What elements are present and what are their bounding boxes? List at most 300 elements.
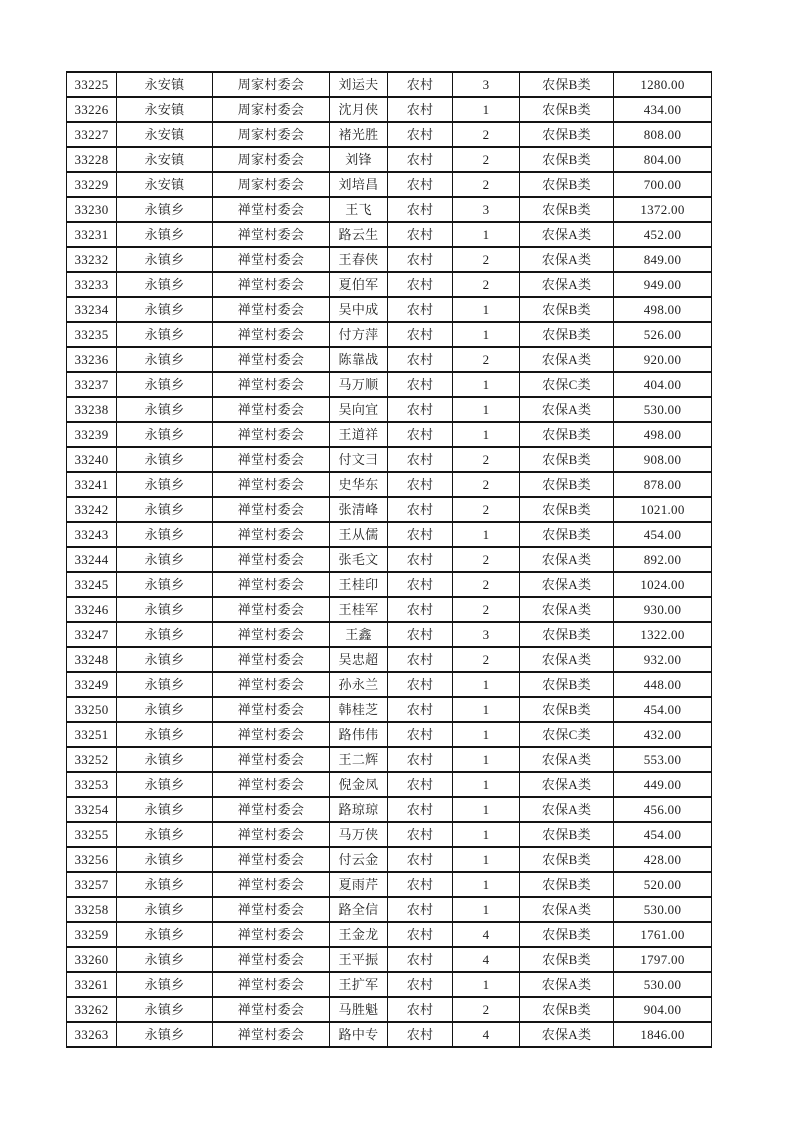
cell-village-committee: 禅堂村委会 bbox=[213, 922, 330, 947]
table-row bbox=[67, 372, 712, 397]
cell-village-committee: 禅堂村委会 bbox=[213, 322, 330, 347]
cell-insurance-class: 农保A类 bbox=[520, 222, 614, 247]
cell-insurance-class: 农保A类 bbox=[520, 572, 614, 597]
cell-village-committee: 禅堂村委会 bbox=[213, 772, 330, 797]
cell-amount: 530.00 bbox=[614, 972, 712, 997]
subsidy-records-table bbox=[66, 71, 712, 1048]
cell-person-name: 吴向宜 bbox=[330, 397, 388, 422]
cell-amount: 920.00 bbox=[614, 347, 712, 372]
cell-amount: 454.00 bbox=[614, 697, 712, 722]
cell-record-no: 33236 bbox=[67, 347, 117, 372]
cell-person-count: 4 bbox=[453, 922, 520, 947]
cell-insurance-class: 农保A类 bbox=[520, 397, 614, 422]
cell-household-type: 农村 bbox=[388, 747, 453, 772]
cell-record-no: 33258 bbox=[67, 897, 117, 922]
cell-person-count: 2 bbox=[453, 247, 520, 272]
cell-person-name: 刘培昌 bbox=[330, 172, 388, 197]
cell-village-committee: 禅堂村委会 bbox=[213, 597, 330, 622]
cell-township: 永镇乡 bbox=[117, 547, 213, 572]
table-body bbox=[67, 72, 712, 1047]
cell-person-count: 2 bbox=[453, 147, 520, 172]
cell-village-committee: 禅堂村委会 bbox=[213, 522, 330, 547]
cell-village-committee: 禅堂村委会 bbox=[213, 247, 330, 272]
cell-record-no: 33227 bbox=[67, 122, 117, 147]
cell-record-no: 33240 bbox=[67, 447, 117, 472]
cell-amount: 892.00 bbox=[614, 547, 712, 572]
cell-household-type: 农村 bbox=[388, 247, 453, 272]
cell-insurance-class: 农保B类 bbox=[520, 622, 614, 647]
cell-record-no: 33250 bbox=[67, 697, 117, 722]
cell-person-name: 孙永兰 bbox=[330, 672, 388, 697]
cell-township: 永镇乡 bbox=[117, 1022, 213, 1047]
cell-record-no: 33234 bbox=[67, 297, 117, 322]
cell-township: 永镇乡 bbox=[117, 822, 213, 847]
cell-insurance-class: 农保B类 bbox=[520, 122, 614, 147]
cell-person-count: 3 bbox=[453, 197, 520, 222]
cell-record-no: 33228 bbox=[67, 147, 117, 172]
cell-insurance-class: 农保B类 bbox=[520, 422, 614, 447]
cell-township: 永安镇 bbox=[117, 97, 213, 122]
table-row bbox=[67, 622, 712, 647]
cell-township: 永镇乡 bbox=[117, 922, 213, 947]
cell-household-type: 农村 bbox=[388, 997, 453, 1022]
cell-household-type: 农村 bbox=[388, 597, 453, 622]
cell-township: 永安镇 bbox=[117, 122, 213, 147]
cell-record-no: 33248 bbox=[67, 647, 117, 672]
cell-household-type: 农村 bbox=[388, 922, 453, 947]
cell-household-type: 农村 bbox=[388, 972, 453, 997]
table-row bbox=[67, 147, 712, 172]
cell-household-type: 农村 bbox=[388, 397, 453, 422]
cell-village-committee: 禅堂村委会 bbox=[213, 1022, 330, 1047]
cell-record-no: 33249 bbox=[67, 672, 117, 697]
cell-person-name: 刘运夫 bbox=[330, 72, 388, 97]
cell-household-type: 农村 bbox=[388, 97, 453, 122]
cell-household-type: 农村 bbox=[388, 297, 453, 322]
cell-person-name: 王桂军 bbox=[330, 597, 388, 622]
cell-township: 永镇乡 bbox=[117, 422, 213, 447]
cell-amount: 949.00 bbox=[614, 272, 712, 297]
cell-person-count: 2 bbox=[453, 572, 520, 597]
cell-person-count: 2 bbox=[453, 347, 520, 372]
cell-insurance-class: 农保A类 bbox=[520, 797, 614, 822]
cell-household-type: 农村 bbox=[388, 1022, 453, 1047]
cell-household-type: 农村 bbox=[388, 447, 453, 472]
cell-township: 永镇乡 bbox=[117, 697, 213, 722]
cell-household-type: 农村 bbox=[388, 222, 453, 247]
cell-record-no: 33230 bbox=[67, 197, 117, 222]
cell-township: 永镇乡 bbox=[117, 247, 213, 272]
cell-person-count: 2 bbox=[453, 997, 520, 1022]
cell-amount: 454.00 bbox=[614, 822, 712, 847]
cell-household-type: 农村 bbox=[388, 872, 453, 897]
cell-person-name: 马万顺 bbox=[330, 372, 388, 397]
cell-insurance-class: 农保B类 bbox=[520, 847, 614, 872]
table-row bbox=[67, 897, 712, 922]
cell-village-committee: 禅堂村委会 bbox=[213, 372, 330, 397]
cell-record-no: 33246 bbox=[67, 597, 117, 622]
cell-household-type: 农村 bbox=[388, 947, 453, 972]
cell-amount: 849.00 bbox=[614, 247, 712, 272]
cell-household-type: 农村 bbox=[388, 172, 453, 197]
cell-household-type: 农村 bbox=[388, 372, 453, 397]
cell-household-type: 农村 bbox=[388, 647, 453, 672]
cell-village-committee: 禅堂村委会 bbox=[213, 297, 330, 322]
cell-insurance-class: 农保B类 bbox=[520, 472, 614, 497]
table-row bbox=[67, 447, 712, 472]
cell-amount: 452.00 bbox=[614, 222, 712, 247]
cell-household-type: 农村 bbox=[388, 497, 453, 522]
cell-record-no: 33238 bbox=[67, 397, 117, 422]
cell-amount: 526.00 bbox=[614, 322, 712, 347]
cell-amount: 932.00 bbox=[614, 647, 712, 672]
cell-village-committee: 禅堂村委会 bbox=[213, 497, 330, 522]
cell-record-no: 33226 bbox=[67, 97, 117, 122]
cell-record-no: 33237 bbox=[67, 372, 117, 397]
cell-person-count: 1 bbox=[453, 772, 520, 797]
cell-insurance-class: 农保B类 bbox=[520, 322, 614, 347]
cell-household-type: 农村 bbox=[388, 622, 453, 647]
table-row bbox=[67, 472, 712, 497]
cell-insurance-class: 农保B类 bbox=[520, 197, 614, 222]
cell-amount: 808.00 bbox=[614, 122, 712, 147]
cell-person-count: 1 bbox=[453, 297, 520, 322]
cell-amount: 1372.00 bbox=[614, 197, 712, 222]
cell-township: 永镇乡 bbox=[117, 897, 213, 922]
cell-village-committee: 禅堂村委会 bbox=[213, 572, 330, 597]
cell-village-committee: 禅堂村委会 bbox=[213, 347, 330, 372]
table-row bbox=[67, 822, 712, 847]
cell-person-count: 4 bbox=[453, 1022, 520, 1047]
cell-person-count: 3 bbox=[453, 622, 520, 647]
cell-person-count: 1 bbox=[453, 822, 520, 847]
cell-amount: 1322.00 bbox=[614, 622, 712, 647]
cell-amount: 804.00 bbox=[614, 147, 712, 172]
cell-person-count: 1 bbox=[453, 697, 520, 722]
cell-insurance-class: 农保B类 bbox=[520, 297, 614, 322]
cell-amount: 434.00 bbox=[614, 97, 712, 122]
cell-person-count: 2 bbox=[453, 172, 520, 197]
cell-insurance-class: 农保C类 bbox=[520, 372, 614, 397]
cell-township: 永镇乡 bbox=[117, 347, 213, 372]
cell-person-name: 刘锋 bbox=[330, 147, 388, 172]
cell-insurance-class: 农保B类 bbox=[520, 72, 614, 97]
cell-insurance-class: 农保A类 bbox=[520, 647, 614, 672]
cell-record-no: 33233 bbox=[67, 272, 117, 297]
cell-record-no: 33252 bbox=[67, 747, 117, 772]
cell-household-type: 农村 bbox=[388, 897, 453, 922]
cell-insurance-class: 农保B类 bbox=[520, 672, 614, 697]
cell-township: 永镇乡 bbox=[117, 297, 213, 322]
cell-township: 永镇乡 bbox=[117, 847, 213, 872]
table-row bbox=[67, 297, 712, 322]
table-row bbox=[67, 322, 712, 347]
cell-record-no: 33257 bbox=[67, 872, 117, 897]
cell-household-type: 农村 bbox=[388, 572, 453, 597]
cell-village-committee: 周家村委会 bbox=[213, 72, 330, 97]
cell-person-count: 1 bbox=[453, 847, 520, 872]
cell-township: 永安镇 bbox=[117, 72, 213, 97]
table-row bbox=[67, 797, 712, 822]
cell-person-name: 张毛文 bbox=[330, 547, 388, 572]
cell-household-type: 农村 bbox=[388, 822, 453, 847]
cell-township: 永镇乡 bbox=[117, 397, 213, 422]
cell-household-type: 农村 bbox=[388, 722, 453, 747]
cell-person-name: 王二辉 bbox=[330, 747, 388, 772]
cell-person-name: 王鑫 bbox=[330, 622, 388, 647]
cell-household-type: 农村 bbox=[388, 122, 453, 147]
cell-insurance-class: 农保B类 bbox=[520, 697, 614, 722]
cell-insurance-class: 农保B类 bbox=[520, 97, 614, 122]
cell-village-committee: 禅堂村委会 bbox=[213, 897, 330, 922]
table-row bbox=[67, 872, 712, 897]
cell-person-name: 王春侠 bbox=[330, 247, 388, 272]
cell-person-name: 史华东 bbox=[330, 472, 388, 497]
cell-person-name: 王道祥 bbox=[330, 422, 388, 447]
cell-person-count: 1 bbox=[453, 397, 520, 422]
cell-township: 永镇乡 bbox=[117, 372, 213, 397]
cell-person-count: 1 bbox=[453, 222, 520, 247]
cell-amount: 908.00 bbox=[614, 447, 712, 472]
cell-village-committee: 禅堂村委会 bbox=[213, 822, 330, 847]
cell-insurance-class: 农保A类 bbox=[520, 972, 614, 997]
cell-village-committee: 禅堂村委会 bbox=[213, 647, 330, 672]
cell-person-name: 马胜魁 bbox=[330, 997, 388, 1022]
cell-amount: 520.00 bbox=[614, 872, 712, 897]
cell-township: 永镇乡 bbox=[117, 747, 213, 772]
cell-person-name: 付方萍 bbox=[330, 322, 388, 347]
cell-insurance-class: 农保A类 bbox=[520, 247, 614, 272]
cell-township: 永镇乡 bbox=[117, 797, 213, 822]
cell-record-no: 33251 bbox=[67, 722, 117, 747]
cell-person-name: 沈月侠 bbox=[330, 97, 388, 122]
cell-person-count: 1 bbox=[453, 672, 520, 697]
cell-village-committee: 禅堂村委会 bbox=[213, 672, 330, 697]
cell-person-name: 马万侠 bbox=[330, 822, 388, 847]
cell-village-committee: 禅堂村委会 bbox=[213, 697, 330, 722]
cell-insurance-class: 农保A类 bbox=[520, 547, 614, 572]
cell-village-committee: 禅堂村委会 bbox=[213, 747, 330, 772]
cell-household-type: 农村 bbox=[388, 147, 453, 172]
table-row bbox=[67, 397, 712, 422]
cell-person-count: 1 bbox=[453, 522, 520, 547]
table-row bbox=[67, 172, 712, 197]
table-row bbox=[67, 772, 712, 797]
cell-person-name: 路云生 bbox=[330, 222, 388, 247]
cell-insurance-class: 农保A类 bbox=[520, 272, 614, 297]
cell-amount: 1280.00 bbox=[614, 72, 712, 97]
cell-person-name: 倪金凤 bbox=[330, 772, 388, 797]
cell-person-count: 4 bbox=[453, 947, 520, 972]
cell-amount: 498.00 bbox=[614, 297, 712, 322]
cell-household-type: 农村 bbox=[388, 272, 453, 297]
cell-amount: 498.00 bbox=[614, 422, 712, 447]
cell-person-count: 2 bbox=[453, 122, 520, 147]
cell-amount: 930.00 bbox=[614, 597, 712, 622]
cell-record-no: 33255 bbox=[67, 822, 117, 847]
cell-amount: 1761.00 bbox=[614, 922, 712, 947]
cell-record-no: 33244 bbox=[67, 547, 117, 572]
cell-township: 永镇乡 bbox=[117, 772, 213, 797]
cell-person-count: 2 bbox=[453, 447, 520, 472]
cell-person-name: 吴忠超 bbox=[330, 647, 388, 672]
cell-insurance-class: 农保A类 bbox=[520, 1022, 614, 1047]
cell-record-no: 33225 bbox=[67, 72, 117, 97]
table-row bbox=[67, 672, 712, 697]
cell-township: 永镇乡 bbox=[117, 472, 213, 497]
cell-household-type: 农村 bbox=[388, 522, 453, 547]
table-row bbox=[67, 247, 712, 272]
cell-amount: 454.00 bbox=[614, 522, 712, 547]
cell-township: 永镇乡 bbox=[117, 522, 213, 547]
cell-amount: 553.00 bbox=[614, 747, 712, 772]
table-row bbox=[67, 972, 712, 997]
cell-township: 永镇乡 bbox=[117, 572, 213, 597]
cell-person-count: 1 bbox=[453, 972, 520, 997]
table-row bbox=[67, 522, 712, 547]
cell-record-no: 33259 bbox=[67, 922, 117, 947]
cell-record-no: 33242 bbox=[67, 497, 117, 522]
cell-township: 永镇乡 bbox=[117, 972, 213, 997]
cell-insurance-class: 农保B类 bbox=[520, 822, 614, 847]
cell-person-count: 2 bbox=[453, 647, 520, 672]
cell-insurance-class: 农保B类 bbox=[520, 522, 614, 547]
cell-person-name: 韩桂芝 bbox=[330, 697, 388, 722]
cell-person-count: 2 bbox=[453, 547, 520, 572]
cell-township: 永镇乡 bbox=[117, 447, 213, 472]
cell-record-no: 33256 bbox=[67, 847, 117, 872]
cell-village-committee: 禅堂村委会 bbox=[213, 997, 330, 1022]
cell-person-count: 1 bbox=[453, 97, 520, 122]
cell-person-name: 张清峰 bbox=[330, 497, 388, 522]
cell-person-name: 付文彐 bbox=[330, 447, 388, 472]
cell-insurance-class: 农保C类 bbox=[520, 722, 614, 747]
cell-village-committee: 禅堂村委会 bbox=[213, 972, 330, 997]
cell-amount: 448.00 bbox=[614, 672, 712, 697]
cell-insurance-class: 农保B类 bbox=[520, 872, 614, 897]
cell-insurance-class: 农保A类 bbox=[520, 747, 614, 772]
cell-amount: 1846.00 bbox=[614, 1022, 712, 1047]
cell-person-count: 1 bbox=[453, 797, 520, 822]
table-row bbox=[67, 747, 712, 772]
cell-household-type: 农村 bbox=[388, 697, 453, 722]
cell-amount: 1024.00 bbox=[614, 572, 712, 597]
cell-household-type: 农村 bbox=[388, 472, 453, 497]
table-row bbox=[67, 122, 712, 147]
cell-household-type: 农村 bbox=[388, 422, 453, 447]
cell-village-committee: 周家村委会 bbox=[213, 147, 330, 172]
cell-insurance-class: 农保B类 bbox=[520, 922, 614, 947]
cell-person-name: 褚光胜 bbox=[330, 122, 388, 147]
table-row bbox=[67, 647, 712, 672]
cell-township: 永镇乡 bbox=[117, 622, 213, 647]
cell-township: 永镇乡 bbox=[117, 197, 213, 222]
cell-amount: 404.00 bbox=[614, 372, 712, 397]
cell-village-committee: 禅堂村委会 bbox=[213, 222, 330, 247]
table-row bbox=[67, 97, 712, 122]
cell-village-committee: 禅堂村委会 bbox=[213, 472, 330, 497]
cell-township: 永安镇 bbox=[117, 172, 213, 197]
cell-person-count: 1 bbox=[453, 322, 520, 347]
table-row bbox=[67, 572, 712, 597]
cell-village-committee: 禅堂村委会 bbox=[213, 272, 330, 297]
cell-person-count: 1 bbox=[453, 722, 520, 747]
cell-insurance-class: 农保B类 bbox=[520, 447, 614, 472]
table-row bbox=[67, 947, 712, 972]
cell-household-type: 农村 bbox=[388, 772, 453, 797]
cell-record-no: 33262 bbox=[67, 997, 117, 1022]
cell-village-committee: 禅堂村委会 bbox=[213, 447, 330, 472]
table-row bbox=[67, 272, 712, 297]
cell-household-type: 农村 bbox=[388, 672, 453, 697]
cell-township: 永镇乡 bbox=[117, 272, 213, 297]
table-row bbox=[67, 697, 712, 722]
cell-person-name: 夏雨芹 bbox=[330, 872, 388, 897]
cell-household-type: 农村 bbox=[388, 322, 453, 347]
cell-village-committee: 禅堂村委会 bbox=[213, 422, 330, 447]
cell-insurance-class: 农保A类 bbox=[520, 347, 614, 372]
cell-person-name: 付云金 bbox=[330, 847, 388, 872]
table-row bbox=[67, 722, 712, 747]
cell-amount: 1797.00 bbox=[614, 947, 712, 972]
cell-insurance-class: 农保A类 bbox=[520, 597, 614, 622]
cell-village-committee: 禅堂村委会 bbox=[213, 397, 330, 422]
cell-insurance-class: 农保B类 bbox=[520, 147, 614, 172]
cell-township: 永镇乡 bbox=[117, 872, 213, 897]
cell-person-count: 1 bbox=[453, 897, 520, 922]
cell-person-count: 3 bbox=[453, 72, 520, 97]
cell-person-name: 王从儒 bbox=[330, 522, 388, 547]
cell-record-no: 33232 bbox=[67, 247, 117, 272]
cell-insurance-class: 农保B类 bbox=[520, 947, 614, 972]
cell-person-count: 2 bbox=[453, 472, 520, 497]
cell-insurance-class: 农保B类 bbox=[520, 172, 614, 197]
cell-record-no: 33235 bbox=[67, 322, 117, 347]
cell-household-type: 农村 bbox=[388, 547, 453, 572]
table-row bbox=[67, 547, 712, 572]
cell-household-type: 农村 bbox=[388, 797, 453, 822]
cell-record-no: 33239 bbox=[67, 422, 117, 447]
cell-village-committee: 周家村委会 bbox=[213, 172, 330, 197]
cell-township: 永镇乡 bbox=[117, 597, 213, 622]
cell-person-name: 陈靠战 bbox=[330, 347, 388, 372]
cell-household-type: 农村 bbox=[388, 197, 453, 222]
cell-amount: 904.00 bbox=[614, 997, 712, 1022]
cell-insurance-class: 农保B类 bbox=[520, 997, 614, 1022]
table-row bbox=[67, 1022, 712, 1047]
cell-person-name: 王飞 bbox=[330, 197, 388, 222]
cell-person-count: 1 bbox=[453, 422, 520, 447]
table-row bbox=[67, 197, 712, 222]
table-row bbox=[67, 347, 712, 372]
cell-person-name: 王金龙 bbox=[330, 922, 388, 947]
cell-person-count: 2 bbox=[453, 597, 520, 622]
cell-amount: 432.00 bbox=[614, 722, 712, 747]
cell-village-committee: 禅堂村委会 bbox=[213, 872, 330, 897]
cell-village-committee: 禅堂村委会 bbox=[213, 622, 330, 647]
cell-person-name: 王桂印 bbox=[330, 572, 388, 597]
cell-amount: 1021.00 bbox=[614, 497, 712, 522]
cell-person-count: 2 bbox=[453, 272, 520, 297]
table-row bbox=[67, 72, 712, 97]
cell-village-committee: 周家村委会 bbox=[213, 97, 330, 122]
cell-person-name: 吴中成 bbox=[330, 297, 388, 322]
cell-person-count: 1 bbox=[453, 372, 520, 397]
cell-township: 永安镇 bbox=[117, 147, 213, 172]
cell-household-type: 农村 bbox=[388, 347, 453, 372]
cell-person-count: 1 bbox=[453, 747, 520, 772]
cell-person-name: 路全信 bbox=[330, 897, 388, 922]
